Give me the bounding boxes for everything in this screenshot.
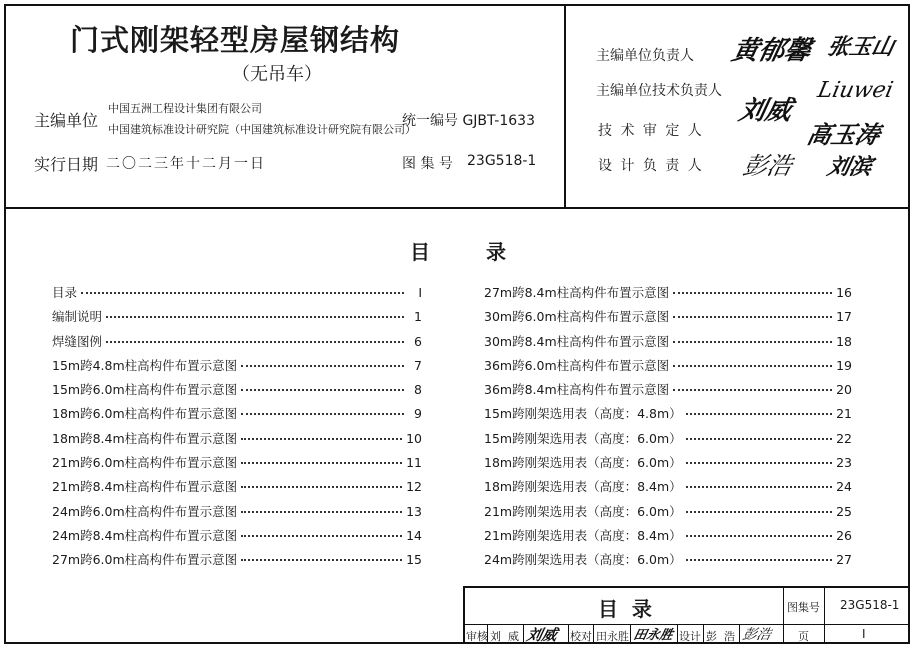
editor-unit-2: 中国建筑标准设计研究院（中国建筑标准设计研究院有限公司）: [108, 123, 416, 136]
toc-leader: [241, 511, 402, 513]
toc-entry[interactable]: [484, 550, 852, 574]
toc-entry-label: 36m跨8.4m柱高构件布置示意图: [484, 382, 670, 398]
date-label: 实行日期: [34, 155, 99, 174]
toc-entry-page: 9: [414, 406, 422, 422]
toc-entry-page: 8: [414, 382, 422, 398]
toc-entry-page: 26: [836, 527, 852, 543]
toc-leader: [106, 316, 404, 318]
unified-code: 统一编号 GJBT-1633: [402, 113, 535, 129]
toc-entry-label: 24m跨6.0m柱高构件布置示意图: [52, 503, 238, 519]
tb-sep: [630, 624, 631, 644]
toc-entry-label: 30m跨6.0m柱高构件布置示意图: [484, 309, 670, 325]
toc-entry-page: 15: [406, 552, 422, 568]
date-value: 二〇二三年十二月一日: [106, 156, 266, 172]
toc-entry-page: 17: [836, 309, 852, 325]
toc-entry-page: 25: [836, 503, 852, 519]
toc-leader: [686, 535, 832, 537]
toc-entry[interactable]: [52, 380, 422, 404]
toc-entry[interactable]: [484, 453, 852, 477]
toc-entry-label: 18m跨刚架选用表（高度：6.0m）: [484, 455, 682, 471]
signature-design-2: 刘滨: [824, 154, 875, 180]
toc-leader: [686, 559, 832, 561]
toc-entry[interactable]: [484, 332, 852, 356]
editor-unit-1: 中国五洲工程设计集团有限公司: [108, 102, 262, 115]
check-signature: 田永胜: [631, 628, 675, 643]
toc-entry[interactable]: [484, 502, 852, 526]
review-label: 审核: [466, 630, 488, 643]
toc-entry[interactable]: [484, 356, 852, 380]
signature-tech-1: 刘威: [736, 96, 795, 126]
toc-entry-label: 36m跨6.0m柱高构件布置示意图: [484, 357, 670, 373]
toc-leader: [673, 316, 832, 318]
header-bottom-line: [4, 207, 910, 209]
toc-leader: [241, 438, 402, 440]
toc-entry-page: 6: [414, 333, 422, 349]
approval-role-tech: 主编单位技术负责人: [596, 83, 722, 99]
check-name: 田永胜: [596, 630, 629, 643]
toc-entry-page: 12: [406, 479, 422, 495]
toc-entry-label: 焊缝图例: [52, 333, 103, 349]
toc-entry-page: I: [418, 285, 422, 300]
toc-leader: [686, 438, 832, 440]
signature-chief-2: 张玉山: [824, 34, 897, 60]
signature-review: 高玉涛: [804, 120, 883, 149]
toc-leader: [241, 535, 402, 537]
toc-leader: [686, 413, 832, 415]
page-label: 页: [798, 630, 809, 643]
toc-entry-page: 7: [414, 357, 422, 373]
toc-leader: [673, 389, 832, 391]
signature-design-1: 彭浩: [740, 152, 795, 180]
toc-entry[interactable]: [52, 502, 422, 526]
title-block-top-line: [463, 586, 910, 588]
toc-entry-label: 15m跨6.0m柱高构件布置示意图: [52, 382, 238, 398]
approval-role-review: 技 术 审 定 人: [598, 123, 704, 139]
editor-unit-label: 主编单位: [34, 111, 99, 130]
atlas-number-label: 图 集 号: [402, 156, 453, 172]
toc-entry-label: 18m跨8.4m柱高构件布置示意图: [52, 430, 238, 446]
toc-entry-page: 24: [836, 479, 852, 495]
toc-entry-label: 21m跨6.0m柱高构件布置示意图: [52, 455, 238, 471]
toc-leader: [241, 365, 404, 367]
page-value: I: [862, 627, 866, 641]
toc-entry-label: 18m跨刚架选用表（高度：8.4m）: [484, 479, 682, 495]
toc-leader: [673, 341, 832, 343]
toc-entry-label: 30m跨8.4m柱高构件布置示意图: [484, 333, 670, 349]
toc-leader: [241, 462, 402, 464]
atlas-title: 门式刚架轻型房屋钢结构: [70, 23, 401, 57]
toc-entry[interactable]: [484, 283, 852, 307]
toc-entry[interactable]: [484, 307, 852, 331]
toc-entry-page: 1: [414, 309, 422, 325]
toc-leader: [241, 389, 404, 391]
toc-leader: [686, 511, 832, 513]
toc-entry[interactable]: [484, 404, 852, 428]
toc-right-column: [484, 283, 852, 575]
toc-entry[interactable]: [52, 477, 422, 501]
approval-role-design: 设 计 负 责 人: [598, 158, 704, 174]
toc-entry-page: 22: [836, 430, 852, 446]
toc-leader: [686, 462, 832, 464]
toc-entry[interactable]: [52, 453, 422, 477]
toc-entry-page: 11: [406, 455, 422, 471]
toc-entry-label: 15m跨4.8m柱高构件布置示意图: [52, 357, 238, 373]
check-label: 校对: [570, 630, 592, 643]
toc-entry[interactable]: [52, 332, 422, 356]
design-label: 设计: [679, 630, 701, 643]
toc-leader: [673, 365, 832, 367]
toc-entry-page: 27: [836, 552, 852, 568]
toc-entry-page: 19: [836, 357, 852, 373]
toc-leader: [686, 486, 832, 488]
toc-entry[interactable]: [52, 404, 422, 428]
header-divider: [564, 4, 566, 208]
toc-entry-page: 20: [836, 382, 852, 398]
toc-entry[interactable]: [484, 477, 852, 501]
toc-title-left: 目: [410, 240, 430, 264]
atlas-no-value: 23G518-1: [840, 598, 900, 612]
atlas-no-label: 图集号: [787, 601, 820, 614]
toc-entry-page: 16: [836, 285, 852, 300]
toc-leader: [241, 559, 402, 561]
toc-entry-label: 24m跨刚架选用表（高度：6.0m）: [484, 552, 682, 568]
toc-entry-page: 18: [836, 333, 852, 349]
tb-sep: [523, 624, 524, 644]
toc-entry[interactable]: [484, 526, 852, 550]
atlas-number-value: 23G518-1: [467, 153, 537, 169]
toc-entry-label: 24m跨8.4m柱高构件布置示意图: [52, 527, 238, 543]
toc-entry-label: 18m跨6.0m柱高构件布置示意图: [52, 406, 238, 422]
tb-sep: [739, 624, 740, 644]
toc-entry[interactable]: [52, 526, 422, 550]
toc-title-right: 录: [486, 240, 506, 264]
toc-entry[interactable]: [52, 283, 422, 307]
toc-entry-page: 14: [406, 527, 422, 543]
toc-entry-label: 21m跨8.4m柱高构件布置示意图: [52, 479, 238, 495]
toc-entry-page: 23: [836, 455, 852, 471]
toc-entry[interactable]: [52, 356, 422, 380]
toc-entry-label: 21m跨刚架选用表（高度：6.0m）: [484, 503, 682, 519]
toc-entry-label: 15m跨刚架选用表（高度：4.8m）: [484, 406, 682, 422]
title-block-col-line: [783, 586, 784, 644]
toc-leader: [673, 292, 832, 294]
toc-leader: [81, 292, 404, 294]
toc-entry-label: 15m跨刚架选用表（高度：6.0m）: [484, 430, 682, 446]
toc-leader: [241, 486, 402, 488]
toc-leader: [241, 413, 404, 415]
toc-entry-label: 27m跨8.4m柱高构件布置示意图: [484, 285, 670, 300]
toc-entry[interactable]: [52, 429, 422, 453]
toc-leader: [106, 341, 404, 343]
toc-entry[interactable]: [52, 550, 422, 574]
toc-entry-page: 10: [406, 430, 422, 446]
design-name: 彭 浩: [706, 630, 735, 643]
tb-sep: [568, 624, 569, 644]
signature-tech-2: Liuwei: [815, 78, 896, 103]
review-name: 刘 威: [490, 630, 519, 643]
toc-entry-page: 13: [406, 503, 422, 519]
toc-entry-label: 目录: [52, 285, 78, 300]
toc-entry-label: 27m跨6.0m柱高构件布置示意图: [52, 552, 238, 568]
title-block-col-line-2: [824, 586, 825, 644]
toc-entry-label: 21m跨刚架选用表（高度：8.4m）: [484, 527, 682, 543]
title-block-left-line: [463, 586, 465, 644]
atlas-subtitle: （无吊车）: [232, 64, 322, 85]
review-signature: 刘威: [524, 626, 559, 644]
tb-sep: [703, 624, 704, 644]
toc-entry[interactable]: [484, 429, 852, 453]
sheet-title: 目 录: [598, 597, 652, 621]
toc-entry[interactable]: [52, 307, 422, 331]
tb-sep: [677, 624, 678, 644]
design-signature: 彭浩: [741, 627, 773, 643]
toc-entry-page: 21: [836, 406, 852, 422]
tb-sep: [593, 624, 594, 644]
signature-chief-1: 黄郁馨: [729, 36, 814, 66]
toc-left-column: [52, 283, 422, 575]
approval-role-chief: 主编单位负责人: [596, 48, 694, 64]
toc-entry-label: 编制说明: [52, 309, 103, 325]
toc-entry[interactable]: [484, 380, 852, 404]
